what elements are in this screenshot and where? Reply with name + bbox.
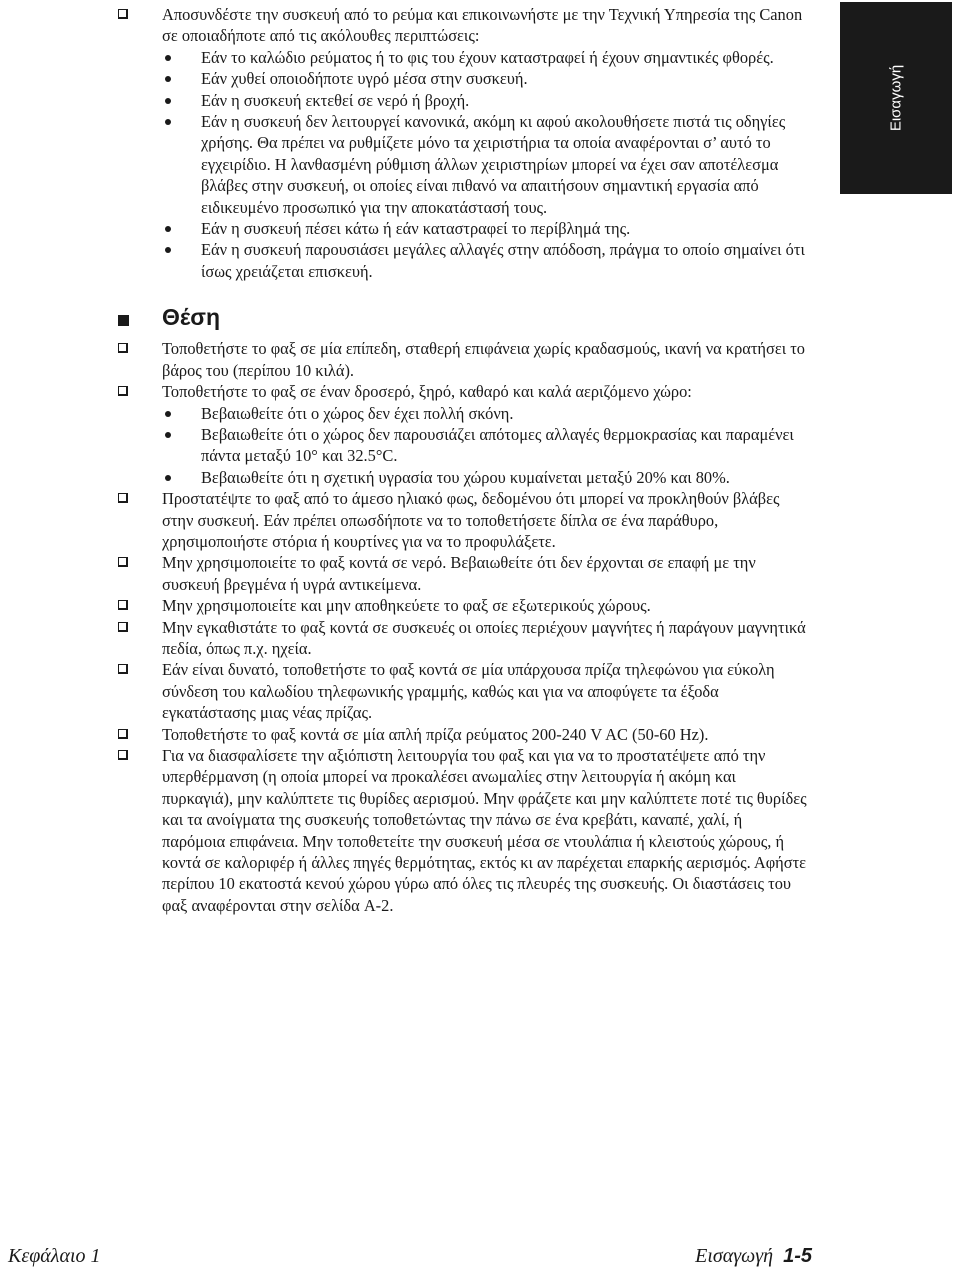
square-bullet-icon [118,315,129,326]
checklist-item-text: Εάν είναι δυνατό, τοποθετήστε το φαξ κοντά σε μία υπάρχουσα πρίζα τηλεφώνου για εύκολη σύνδεση του καλωδίου τηλεφωνικής γραμμής, καθώς και για να αποφύγετε τα έξοδα εγκατάστασης μιας νέας πρίζας. [162,660,775,723]
checkbox-icon [118,386,128,396]
bullet-icon [165,119,171,125]
bullet-item-text: Βεβαιωθείτε ότι η σχετική υγρασία του χώρου κυμαίνεται μεταξύ 20% και 80%. [201,467,730,487]
bullet-item-text: Εάν η συσκευή εκτεθεί σε νερό ή βροχή. [201,90,470,110]
checklist-item-text: Τοποθετήστε το φαξ σε έναν δροσερό, ξηρό, καθαρό και καλά αεριζόμενο χώρο: [162,382,692,402]
bullet-item-text: Βεβαιωθείτε ότι ο χώρος δεν έχει πολλή σκόνη. [201,403,514,423]
checklist-item [0,552,840,595]
section-heading-text: Θέση [162,304,221,331]
bullet-item-text: Εάν χυθεί οποιοδήποτε υγρό μέσα στην συσκευή. [201,69,528,89]
bullet-item [162,68,840,89]
bullet-item [162,467,840,488]
bullet-icon [165,432,171,438]
footer-page-info [695,1245,812,1268]
checklist-item [0,488,840,552]
checklist-item-text: Τοποθετήστε το φαξ κοντά σε μία απλή πρίζα ρεύματος 200-240 V AC (50-60 Hz). [162,724,709,744]
bullet-item [162,403,840,424]
footer-chapter: Κεφάλαιο 1 [8,1245,101,1267]
checkbox-icon [118,9,128,19]
bullet-item [162,424,840,467]
bullet-icon [165,411,171,417]
checklist-item-text: Τοποθετήστε το φαξ σε μία επίπεδη, σταθερή επιφάνεια χωρίς κραδασμούς, ικανή να κρατήσει το βάρος του (περίπου 10 κιλά). [162,339,806,380]
checklist-item-text: Μην χρησιμοποιείτε και μην αποθηκεύετε το φαξ σε εξωτερικούς χώρους. [162,596,651,616]
checkbox-icon [118,729,128,739]
bullet-icon [165,226,171,232]
bullet-item-text: Εάν η συσκευή πέσει κάτω ή εάν καταστραφεί το περίβλημά της. [201,219,631,239]
bullet-item [162,90,840,111]
checklist-item-text: Μην εγκαθιστάτε το φαξ κοντά σε συσκευές οι οποίες περιέχουν μαγνήτες ή παράγουν μαγνητικά πεδία, όπως π.χ. ηχεία. [162,617,806,658]
bullet-item-text: Εάν το καλώδιο ρεύματος ή το φις του έχουν καταστραφεί ή έχουν σημαντικές φθορές. [201,47,774,67]
bullet-icon [165,76,171,82]
section-heading [0,302,840,338]
checkbox-icon [118,600,128,610]
checklist-item-text: Για να διασφαλίσετε την αξιόπιστη λειτουργία του φαξ και για να το προστατέψετε από την υπερθέρμανση (η οποία μπορεί να προκαλέσει ανωμαλίες στην λειτουργία ή ακόμη και πυρκαγιά), μην καλύπτετε τις θυρίδες αερισμού. Μην φράζετε και μην καλύπτετε ποτέ τις θυρίδες και τα ανοίγματα της συσκευής τοποθετώντας την πάνω σε ένα κρεβάτι, καναπέ, χαλί, ή παρόμοια επιφάνεια. Μην τοποθετείτε την συσκευή μέσα σε ντουλάπια ή κλειστούς χώρους, ή κοντά σε καλοριφέρ ή άλλες πηγές θερμότητας, εκτός κι αν παρέχεται επαρκής αερισμός. Αφήστε περίπου 10 εκατοστά κενού χώρου γύρω από όλες τις πλευρές της συσκευής. Οι διαστάσεις του φαξ αναφέρονται στην σελίδα A-2. [162,746,807,915]
checklist-item-text: Αποσυνδέστε την συσκευή από το ρεύμα και επικοινωνήστε με την Τεχνική Υπηρεσία της Canon σε οποιαδήποτε από τις ακόλουθες περιπτώσεις: [162,5,803,46]
checkbox-icon [118,750,128,760]
checklist-item-text: Μην χρησιμοποιείτε το φαξ κοντά σε νερό. Βεβαιωθείτε ότι δεν έρχονται σε επαφή με την συσκευή βρεγμένα ή υγρά αντικείμενα. [162,553,756,594]
checklist-item [0,745,840,916]
checklist-item [0,381,840,402]
checklist-item [0,659,840,723]
checklist-item [0,4,840,47]
section-tab [840,2,952,194]
bullet-item [162,111,840,218]
checklist-item [0,338,840,381]
checklist-item [0,595,840,616]
footer-section-name: Εισαγωγή [695,1245,774,1267]
checklist-item [0,617,840,660]
bullet-item [162,47,840,68]
section-tab-label: Εισαγωγή [887,64,905,132]
bullet-item [162,218,840,239]
bullet-icon [165,55,171,61]
checkbox-icon [118,557,128,567]
bullet-icon [165,475,171,481]
bullet-icon [165,247,171,253]
checkbox-icon [118,343,128,353]
bullet-item [162,239,840,282]
checklist-item-text: Προστατέψτε το φαξ από το άμεσο ηλιακό φως, δεδομένου ότι μπορεί να προκληθούν βλάβες στην συσκευή. Εάν πρέπει οπωσδήποτε να το τοποθετήσετε δίπλα σε ένα παράθυρο, χρησιμοποιήστε στόρια ή κουρτίνες για να το προφυλάξετε. [162,489,780,551]
checkbox-icon [118,664,128,674]
bullet-icon [165,98,171,104]
page-number: 1-5 [783,1245,812,1267]
bullet-item-text: Εάν η συσκευή δεν λειτουργεί κανονικά, ακόμη κι αφού ακολουθήσετε πιστά τις οδηγίες χρήσης. Θα πρέπει να ρυθμίζετε μόνο τα χειριστήρια τα οποία αναφέρονται σ’ αυτό το εγχειρίδιο. Η λανθασμένη ρύθμιση άλλων χειριστηρίων μπορεί να έχει σαν αποτέλεσμα βλάβες στην συσκευή, οι οποίες είναι πιθανό να απαιτήσουν σημαντική εργασία από ειδικευμένο προσωπικό για την αποκατάστασή τους. [201,112,786,217]
bullet-item-text: Βεβαιωθείτε ότι ο χώρος δεν παρουσιάζει απότομες αλλαγές θερμοκρασίας και παραμένει πάντα μεταξύ 10° και 32.5°C. [201,424,794,466]
bullet-item-text: Εάν η συσκευή παρουσιάσει μεγάλες αλλαγές στην απόδοση, πράγμα το οποίο σημαίνει ότι ίσως χρειάζεται επισκευή. [201,240,805,281]
checkbox-icon [118,622,128,632]
checkbox-icon [118,493,128,503]
checklist-item [0,724,840,745]
